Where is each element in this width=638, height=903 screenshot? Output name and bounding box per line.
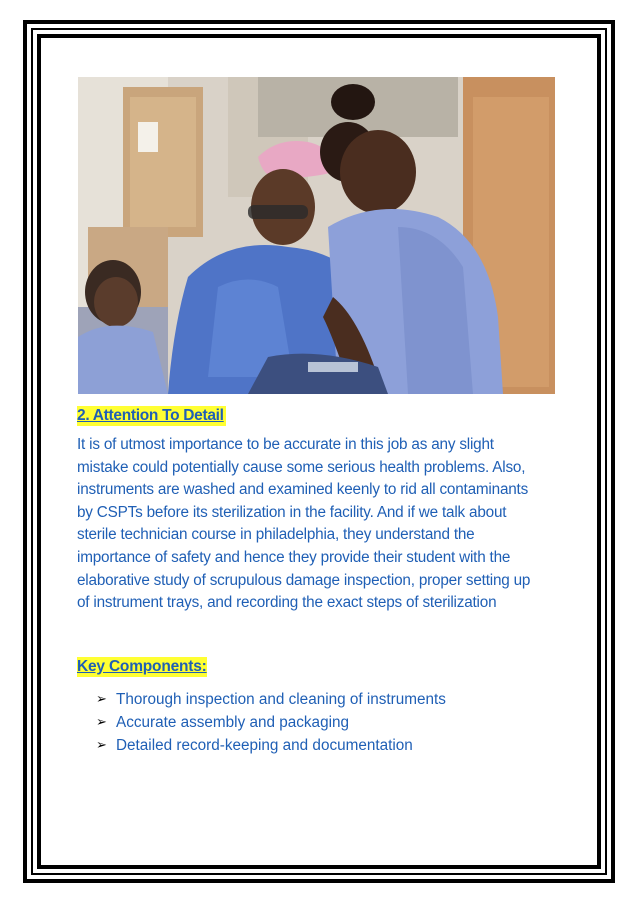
list-item-text: Thorough inspection and cleaning of instruments — [116, 691, 446, 708]
key-components-heading: Key Components: — [77, 658, 207, 675]
list-item — [96, 734, 446, 757]
paragraph-line: instruments are washed and examined keenly to rid all contaminants — [77, 481, 529, 499]
arrow-bullet-icon: ➢ — [96, 715, 107, 730]
paragraph-line: of instrument trays, and recording the exact steps of sterilization — [77, 594, 497, 612]
paragraph-line: sterile technician course in philadelphia, they understand the — [77, 526, 475, 544]
list-item — [96, 688, 446, 711]
list-item-text: Detailed record-keeping and documentation — [116, 737, 413, 754]
arrow-bullet-icon: ➢ — [96, 738, 107, 753]
list-item-text: Accurate assembly and packaging — [116, 714, 349, 731]
paragraph-line: mistake could potentially cause some serious health problems. Also, — [77, 458, 526, 476]
arrow-bullet-icon: ➢ — [96, 692, 107, 707]
section-heading: 2. Attention To Detail — [77, 407, 224, 424]
list-item — [96, 711, 446, 734]
photo-technicians-inspecting-instruments — [78, 77, 555, 394]
paragraph-line: importance of safety and hence they provide their student with the — [77, 548, 511, 566]
body-paragraph — [77, 434, 561, 615]
paragraph-line: It is of utmost importance to be accurate in this job as any slight — [77, 436, 494, 453]
key-components-list — [96, 688, 446, 757]
paragraph-line: elaborative study of scrupulous damage inspection, proper setting up — [77, 571, 531, 589]
paragraph-line: by CSPTs before its sterilization in the facility. And if we talk about — [77, 503, 507, 521]
